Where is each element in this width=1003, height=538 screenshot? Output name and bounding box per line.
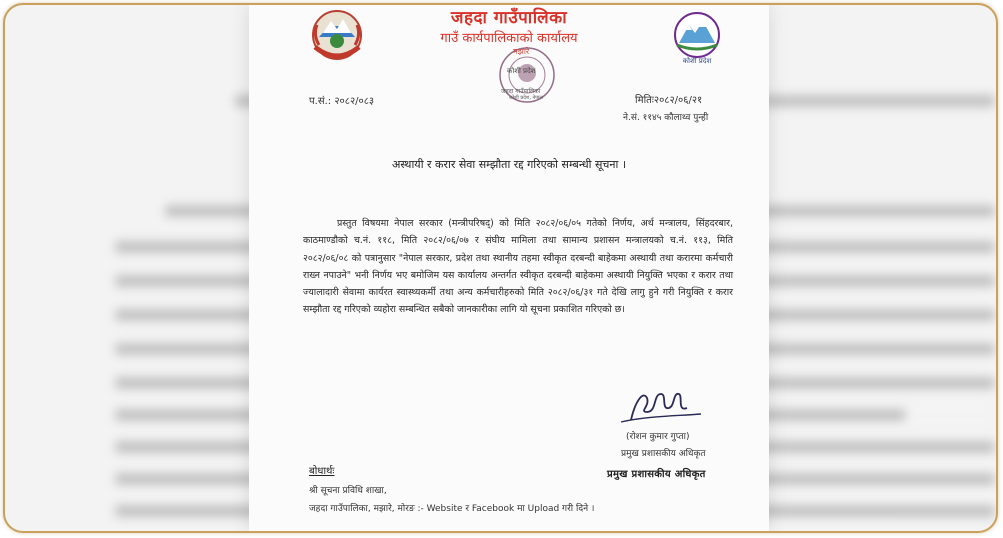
municipality-name: जहदा गाउँपालिका: [450, 8, 568, 28]
stamp-text-1: मझारे: [513, 47, 530, 56]
image-frame: [3, 3, 998, 533]
notice-body: प्रस्तुत विषयमा नेपाल सरकार (मन्त्रीपरिषद्) को मिति २०८२/०६/०५ गतेको निर्णय, अर्थ मन्त्रालय, सिंहदरबार, काठमाण्डौको च.नं. ११८, मिति २०८२/०६/०७ र संघीय मामिला तथा सामान्य प्रशासन मन्त्रालयको च.नं. ११३, मिति २०८२/०६/०८ को पत्रानुसार "नेपाल सरकार, प्रदेश तथा स्थानीय तहमा स्वीकृत दरबन्दी बाहेकमा अस्थायी तथा करारमा कर्मचारी राख्न नपाउने" भनी निर्णय भए बमोजिम यस कार्यालय अन्तर्गत स्वीकृत दरबन्दी बाहेकमा अस्थायी नियुक्ति भएका र करार तथा ज्यालादारी सेवामा कार्यरत स्वास्थ्यकर्मी तथा अन्य कर्मचारीहरुको मिति २०८२/०६/३१ गते देखि लागु हुने गरी नियुक्ति र करार सम्झौता रद्द गरिएको व्यहोरा सम्बन्धित सबैको जानकारीका लागि यो सूचना प्रकाशित गरिएको छ।: [303, 218, 733, 316]
notice-letter: [249, 5, 769, 531]
stamp-text-4: कोशी प्रदेश, नेपाल: [509, 95, 543, 101]
signature-mark: [617, 382, 705, 430]
reference-number: प.सं.: २०८२/०८३: [309, 96, 375, 107]
koshi-province-logo-icon: [661, 9, 733, 69]
stamp-text-2: कोशी प्रदेश: [507, 67, 536, 75]
letter-date: मितिः२०८२/०६/२१: [635, 95, 703, 106]
signatory-stamp: प्रमुख प्रशासकीय अधिकृत: [607, 469, 706, 480]
office-name: गाउँ कार्यपालिकाको कार्यालय: [440, 31, 578, 46]
svg-text:कोशी प्रदेश: कोशी प्रदेश: [682, 57, 712, 65]
signatory-title: प्रमुख प्रशासकीय अधिकृत: [621, 449, 706, 459]
cc-line-1: श्री सूचना प्रविधि शाखा,: [309, 486, 387, 496]
signatory-name: (रोशन कुमार गुप्ता): [626, 432, 690, 442]
cc-line-2: जहदा गाउँपालिका, मझारे, मोरङ :- Website र Facebook मा Upload गरी दिने ।: [309, 504, 595, 514]
cc-label: बोधार्थः: [309, 466, 335, 477]
stamp-text-3: जहदा गाउँपालिका: [501, 88, 541, 95]
nepal-samvat-date: ने.सं. ११४५ कौलाथ्व पुन्ही: [623, 113, 709, 123]
notice-subject: अस्थायी र करार सेवा सम्झौता रद्द गरिएको सम्बन्धी सूचना ।: [391, 158, 627, 171]
